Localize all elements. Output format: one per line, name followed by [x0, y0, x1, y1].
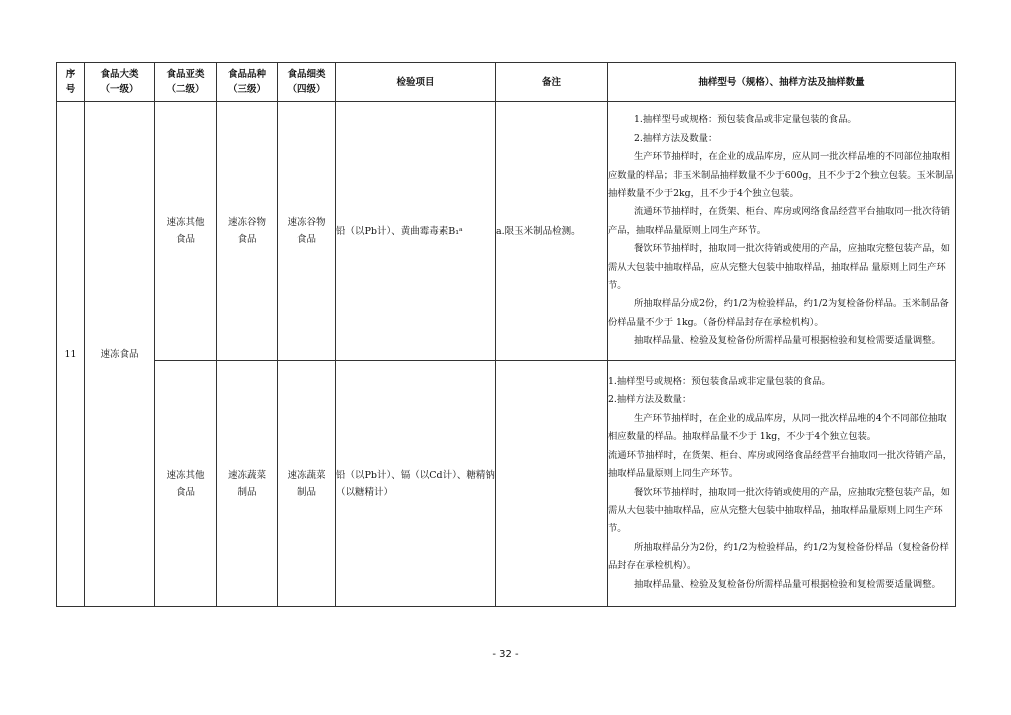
header-subcategory: [155, 63, 217, 102]
row2-variety: [217, 361, 278, 607]
row1-method: [608, 102, 956, 361]
row1-subdivision-line1: 速冻谷物: [287, 217, 326, 228]
method-line: 所抽取样品分为2份，约1/2为检验样品，约1/2为复检备份样品（复检备份样品封存在承检机构）。: [608, 541, 949, 572]
header-seq: [57, 63, 85, 102]
header-category-line1: 食品大类: [100, 69, 139, 80]
row2-subdivision: [278, 361, 336, 607]
method-line: 所抽取样品分成2份，约1/2为检验样品，约1/2为复检备份样品。玉米制品备份样品量不少于 1kg。（备份样品封存在承检机构）。: [608, 298, 949, 328]
header-variety-line2: （三级）: [227, 84, 266, 95]
method-line: 1.抽样型号或规格：预包装食品或非定量包装的食品。: [634, 114, 857, 126]
row1-items: 铅（以Pb计）、黄曲霉毒素B₁ᵃ: [336, 102, 496, 361]
row2-method: [608, 361, 956, 607]
header-subdivision-line2: （四级）: [287, 84, 326, 95]
method-line: 餐饮环节抽样时，抽取同一批次待销或使用的产品，应抽取完整包装产品，如需从大包装中抽取样品，应从完整大包装中抽取样品，抽取样品 量原则上同生产环节。: [608, 243, 951, 292]
header-category: [85, 63, 155, 102]
row1-subcategory-line2: 食品: [175, 234, 195, 245]
header-method: 抽样型号（规格）、抽样方法及抽样数量: [608, 63, 956, 102]
row1-variety: [217, 102, 278, 361]
row1-notes: a.限玉米制品检测。: [496, 102, 608, 361]
method-line: 生产环节抽样时，在企业的成品库房，应从同一批次样品堆的不同部位抽取相应数量的样品；非玉米制品抽样数量不少于600g，且不少于2个独立包装。玉米制品抽样数量不少于2kg，且不少于4个独立包装。: [608, 151, 954, 199]
page-number: - 32 -: [492, 649, 519, 660]
row2-variety-line1: 速冻蔬菜: [227, 469, 266, 481]
method-line: 1.抽样型号或规格：预包装食品或非定量包装的食品。: [608, 376, 831, 388]
method-line: 生产环节抽样时，在企业的成品库房，从同一批次样品堆的4个不同部位抽取相应数量的样品。抽取样品量不少于 1kg，不少于4个独立包装。: [608, 412, 947, 443]
header-seq-line1: 序: [65, 69, 76, 80]
row1-variety-line2: 食品: [237, 234, 257, 245]
row1-variety-line1: 速冻谷物: [227, 217, 266, 228]
header-variety-line1: 食品品种: [227, 69, 266, 80]
table-row: [57, 102, 956, 361]
header-subcategory-line1: 食品亚类: [166, 69, 205, 80]
group-seq: 11: [57, 102, 85, 607]
method-line: 餐饮环节抽样时，抽取同一批次待销或使用的产品，应抽取完整包装产品，如需从大包装中抽取样品，应从完整大包装中抽取样品，抽取样品量原则上同生产环节。: [608, 486, 951, 535]
method-line: 流通环节抽样时，在货架、柜台、库房或网络食品经营平台抽取同一批次待销产品，抽取样品量原则上同生产环节。: [608, 449, 952, 480]
header-category-line2: （一级）: [100, 84, 139, 95]
row2-subcategory-line2: 食品: [175, 486, 195, 498]
row2-subdivision-line1: 速冻蔬菜: [287, 469, 326, 481]
header-seq-line2: 号: [65, 84, 76, 95]
method-line: 抽取样品量、检验及复检备份所需样品量可根据检验和复检需要适量调整。: [634, 335, 941, 347]
header-row: [57, 63, 956, 102]
header-subcategory-line2: （二级）: [166, 84, 205, 95]
header-variety: [217, 63, 278, 102]
row2-notes: [496, 361, 608, 607]
table-row: [57, 361, 956, 607]
sampling-table: [56, 62, 956, 607]
group-category: 速冻食品: [85, 102, 155, 607]
method-line: 2.抽样方法及数量：: [608, 394, 692, 406]
row1-subdivision-line2: 食品: [296, 234, 316, 245]
header-subdivision: [278, 63, 336, 102]
method-line: 抽取样品量、检验及复检备份所需样品量可根据检验和复检需要适量调整。: [634, 578, 941, 590]
row1-subcategory: [155, 102, 217, 361]
row2-subcategory-line1: 速冻其他: [166, 469, 205, 481]
header-notes: 备注: [496, 63, 608, 102]
method-line: 流通环节抽样时，在货架、柜台、库房或网络食品经营平台抽取同一批次待销产品，抽取样品量原则上同生产环节。: [608, 206, 951, 236]
row2-subdivision-line2: 制品: [296, 486, 316, 498]
row2-subcategory: [155, 361, 217, 607]
row2-items: 铅（以Pb计）、镉（以Cd计）、糖精钠（以糖精计）: [336, 361, 496, 607]
header-subdivision-line1: 食品细类: [287, 69, 326, 80]
row2-variety-line2: 制品: [237, 486, 257, 498]
header-items: 检验项目: [336, 63, 496, 102]
row1-subcategory-line1: 速冻其他: [166, 217, 205, 228]
method-line: 2.抽样方法及数量：: [634, 132, 718, 144]
row1-subdivision: [278, 102, 336, 361]
